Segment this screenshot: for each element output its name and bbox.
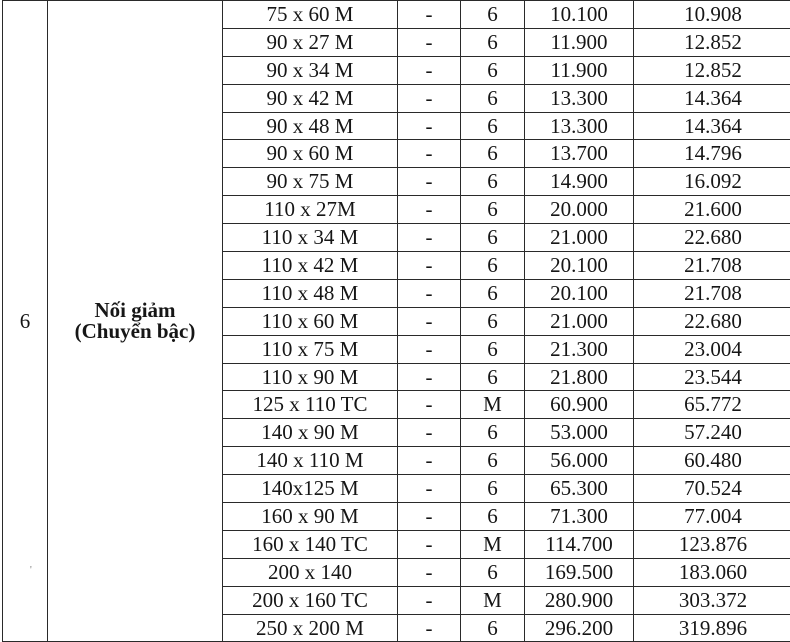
code-cell: M bbox=[461, 530, 525, 558]
code-cell: 6 bbox=[461, 503, 525, 531]
price-cell: 20.100 bbox=[525, 279, 634, 307]
price-cell: 53.000 bbox=[525, 419, 634, 447]
unit-cell: - bbox=[398, 307, 461, 335]
price-cell: 13.300 bbox=[525, 84, 634, 112]
price-vat-cell: 60.480 bbox=[634, 447, 790, 475]
unit-cell: - bbox=[398, 503, 461, 531]
code-cell: 6 bbox=[461, 28, 525, 56]
price-cell: 20.100 bbox=[525, 252, 634, 280]
spec-cell: 140 x 90 M bbox=[223, 419, 398, 447]
unit-cell: - bbox=[398, 363, 461, 391]
price-vat-cell: 319.896 bbox=[634, 614, 790, 642]
price-vat-cell: 23.004 bbox=[634, 335, 790, 363]
code-cell: 6 bbox=[461, 84, 525, 112]
price-vat-cell: 23.544 bbox=[634, 363, 790, 391]
price-vat-cell: 14.796 bbox=[634, 140, 790, 168]
code-cell: M bbox=[461, 391, 525, 419]
spec-cell: 110 x 48 M bbox=[223, 279, 398, 307]
price-vat-cell: 16.092 bbox=[634, 168, 790, 196]
code-cell: 6 bbox=[461, 419, 525, 447]
table-body bbox=[3, 1, 790, 642]
spec-cell: 90 x 34 M bbox=[223, 56, 398, 84]
price-vat-cell: 21.708 bbox=[634, 279, 790, 307]
price-table bbox=[2, 0, 790, 642]
price-vat-cell: 22.680 bbox=[634, 224, 790, 252]
code-cell: 6 bbox=[461, 279, 525, 307]
unit-cell: - bbox=[398, 614, 461, 642]
spec-cell: 90 x 48 M bbox=[223, 112, 398, 140]
spec-cell: 110 x 75 M bbox=[223, 335, 398, 363]
section-name bbox=[48, 1, 223, 642]
code-cell: 6 bbox=[461, 307, 525, 335]
price-cell: 13.700 bbox=[525, 140, 634, 168]
price-cell: 169.500 bbox=[525, 558, 634, 586]
code-cell: 6 bbox=[461, 112, 525, 140]
spec-cell: 90 x 75 M bbox=[223, 168, 398, 196]
price-vat-cell: 183.060 bbox=[634, 558, 790, 586]
spec-cell: 90 x 42 M bbox=[223, 84, 398, 112]
price-cell: 114.700 bbox=[525, 530, 634, 558]
unit-cell: - bbox=[398, 1, 461, 29]
price-cell: 13.300 bbox=[525, 112, 634, 140]
spec-cell: 200 x 140 bbox=[223, 558, 398, 586]
unit-cell: - bbox=[398, 252, 461, 280]
unit-cell: - bbox=[398, 558, 461, 586]
price-cell: 11.900 bbox=[525, 56, 634, 84]
price-cell: 65.300 bbox=[525, 475, 634, 503]
spec-cell: 110 x 60 M bbox=[223, 307, 398, 335]
price-cell: 280.900 bbox=[525, 586, 634, 614]
spec-cell: 90 x 60 M bbox=[223, 140, 398, 168]
spec-cell: 160 x 140 TC bbox=[223, 530, 398, 558]
code-cell: 6 bbox=[461, 614, 525, 642]
price-cell: 11.900 bbox=[525, 28, 634, 56]
spec-cell: 200 x 160 TC bbox=[223, 586, 398, 614]
spec-cell: 110 x 34 M bbox=[223, 224, 398, 252]
code-cell: 6 bbox=[461, 475, 525, 503]
spec-cell: 110 x 27M bbox=[223, 196, 398, 224]
price-cell: 60.900 bbox=[525, 391, 634, 419]
unit-cell: - bbox=[398, 196, 461, 224]
spec-cell: 110 x 42 M bbox=[223, 252, 398, 280]
price-cell: 14.900 bbox=[525, 168, 634, 196]
code-cell: 6 bbox=[461, 224, 525, 252]
section-name-line1: Nối giảm bbox=[48, 300, 222, 321]
price-vat-cell: 21.600 bbox=[634, 196, 790, 224]
price-cell: 296.200 bbox=[525, 614, 634, 642]
section-number: 6 bbox=[3, 1, 48, 642]
unit-cell: - bbox=[398, 391, 461, 419]
spec-cell: 140 x 110 M bbox=[223, 447, 398, 475]
unit-cell: - bbox=[398, 56, 461, 84]
unit-cell: - bbox=[398, 84, 461, 112]
spec-cell: 160 x 90 M bbox=[223, 503, 398, 531]
unit-cell: - bbox=[398, 279, 461, 307]
spec-cell: 125 x 110 TC bbox=[223, 391, 398, 419]
unit-cell: - bbox=[398, 112, 461, 140]
code-cell: M bbox=[461, 586, 525, 614]
code-cell: 6 bbox=[461, 196, 525, 224]
code-cell: 6 bbox=[461, 447, 525, 475]
price-vat-cell: 22.680 bbox=[634, 307, 790, 335]
unit-cell: - bbox=[398, 586, 461, 614]
unit-cell: - bbox=[398, 168, 461, 196]
unit-cell: - bbox=[398, 530, 461, 558]
price-vat-cell: 57.240 bbox=[634, 419, 790, 447]
footnote-mark: ' bbox=[30, 565, 32, 576]
price-vat-cell: 123.876 bbox=[634, 530, 790, 558]
spec-cell: 75 x 60 M bbox=[223, 1, 398, 29]
code-cell: 6 bbox=[461, 363, 525, 391]
code-cell: 6 bbox=[461, 140, 525, 168]
price-vat-cell: 12.852 bbox=[634, 56, 790, 84]
code-cell: 6 bbox=[461, 168, 525, 196]
code-cell: 6 bbox=[461, 335, 525, 363]
price-vat-cell: 21.708 bbox=[634, 252, 790, 280]
price-cell: 21.000 bbox=[525, 224, 634, 252]
price-cell: 56.000 bbox=[525, 447, 634, 475]
unit-cell: - bbox=[398, 224, 461, 252]
price-vat-cell: 14.364 bbox=[634, 112, 790, 140]
price-cell: 20.000 bbox=[525, 196, 634, 224]
price-cell: 21.800 bbox=[525, 363, 634, 391]
price-cell: 21.000 bbox=[525, 307, 634, 335]
code-cell: 6 bbox=[461, 252, 525, 280]
price-vat-cell: 14.364 bbox=[634, 84, 790, 112]
price-vat-cell: 303.372 bbox=[634, 586, 790, 614]
price-vat-cell: 10.908 bbox=[634, 1, 790, 29]
table-row bbox=[3, 1, 790, 29]
spec-cell: 90 x 27 M bbox=[223, 28, 398, 56]
spec-cell: 250 x 200 M bbox=[223, 614, 398, 642]
unit-cell: - bbox=[398, 419, 461, 447]
price-vat-cell: 77.004 bbox=[634, 503, 790, 531]
unit-cell: - bbox=[398, 335, 461, 363]
unit-cell: - bbox=[398, 475, 461, 503]
price-cell: 71.300 bbox=[525, 503, 634, 531]
price-cell: 21.300 bbox=[525, 335, 634, 363]
code-cell: 6 bbox=[461, 56, 525, 84]
unit-cell: - bbox=[398, 140, 461, 168]
code-cell: 6 bbox=[461, 558, 525, 586]
price-vat-cell: 70.524 bbox=[634, 475, 790, 503]
section-name-line2: (Chuyển bậc) bbox=[48, 321, 222, 342]
price-cell: 10.100 bbox=[525, 1, 634, 29]
unit-cell: - bbox=[398, 28, 461, 56]
price-vat-cell: 65.772 bbox=[634, 391, 790, 419]
spec-cell: 110 x 90 M bbox=[223, 363, 398, 391]
price-vat-cell: 12.852 bbox=[634, 28, 790, 56]
spec-cell: 140x125 M bbox=[223, 475, 398, 503]
unit-cell: - bbox=[398, 447, 461, 475]
code-cell: 6 bbox=[461, 1, 525, 29]
